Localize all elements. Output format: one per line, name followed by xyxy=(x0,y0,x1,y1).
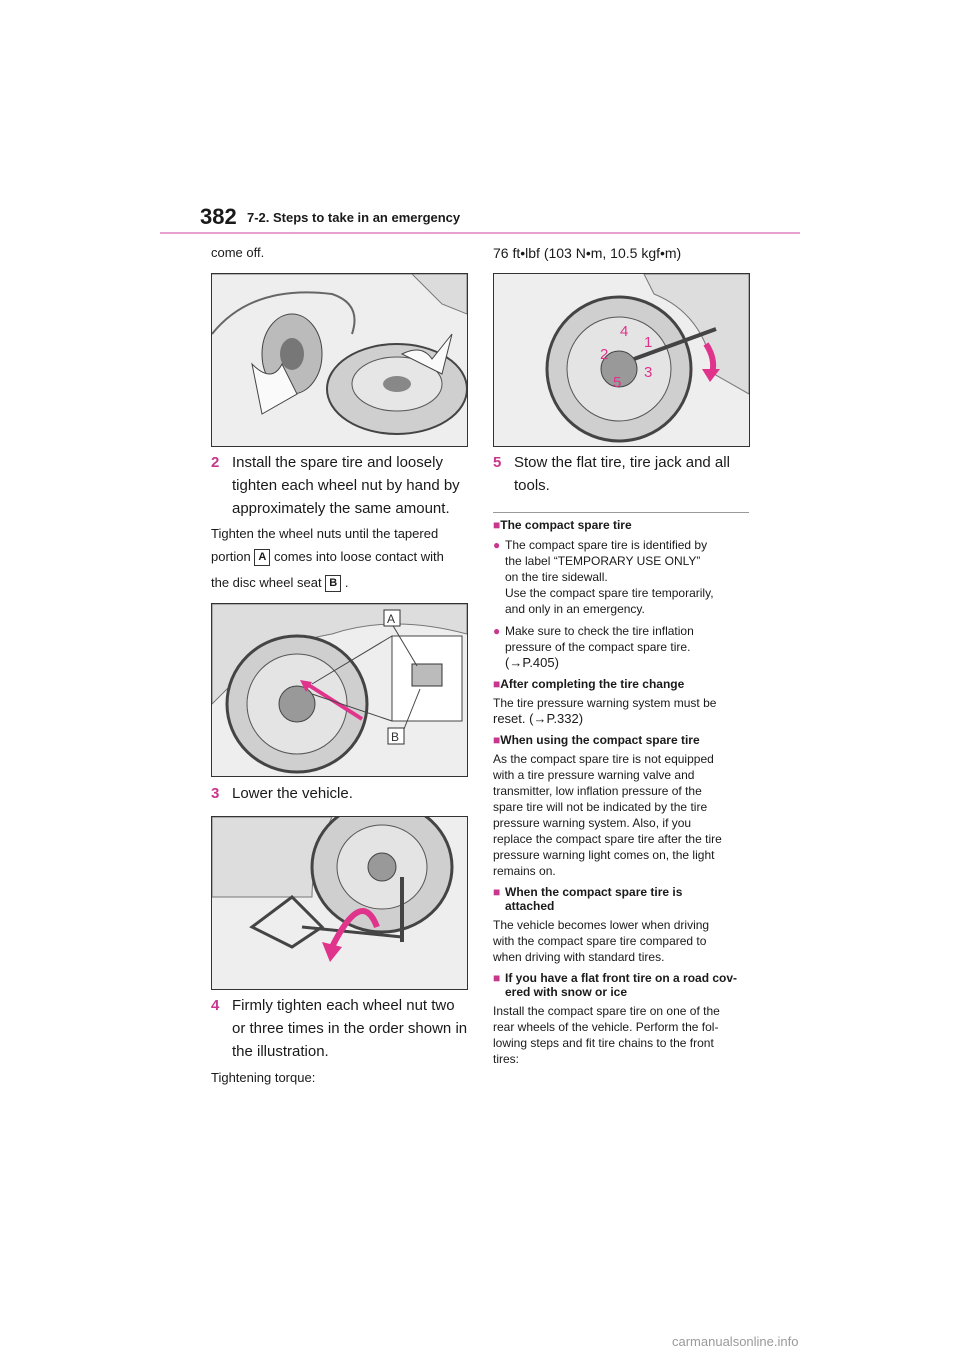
info-bullet: ● Make sure to check the tire inflation pressure of the compact spare tire. (→P.405) xyxy=(493,624,694,670)
order-num-3: 3 xyxy=(644,364,653,381)
label-a-box: A xyxy=(254,549,270,566)
step-2-note-line1: Tighten the wheel nuts until the tapered xyxy=(211,526,439,541)
step-line: Firmly tighten each wheel nut two xyxy=(232,997,455,1014)
info-body: The tire pressure warning system must be reset. (→P.332) xyxy=(493,696,717,726)
watermark: carmanualsonline.info xyxy=(672,1334,799,1349)
note-text: the disc wheel seat xyxy=(211,575,322,590)
step-5 xyxy=(493,451,753,499)
figure-tighten-order xyxy=(493,273,750,447)
step-3 xyxy=(211,782,471,806)
figure-remove-wheel xyxy=(211,273,468,447)
step-line: or three times in the order shown in xyxy=(232,1020,468,1037)
fig-label-a: A xyxy=(387,612,396,626)
info-heading: ■The compact spare tire xyxy=(493,518,632,532)
info-heading: ■ If you have a flat front tire on a road cov- ered with snow or ice xyxy=(493,971,738,999)
order-num-5: 5 xyxy=(613,374,622,391)
note-text: portion xyxy=(211,549,251,564)
fig-label-b: B xyxy=(391,730,400,744)
info-heading: ■ When the compact spare tire is attached xyxy=(493,885,683,913)
info-bullet: ● The compact spare tire is identified by the label “TEMPORARY USE ONLY” on the tire sidewall. Use the compact spare tire temporarily, and only in an emergency. xyxy=(493,538,714,616)
figure-lower-vehicle xyxy=(211,816,468,990)
step-line: Install the spare tire and loosely xyxy=(232,454,443,471)
step-text xyxy=(232,994,467,1063)
step-line: Stow the flat tire, tire jack and all xyxy=(514,454,730,471)
info-body: The vehicle becomes lower when driving with the compact spare tire compared to when driving with standard tires. xyxy=(493,918,710,964)
page-number: 382 xyxy=(200,204,237,229)
torque-label: Tightening torque: xyxy=(211,1070,316,1085)
step-number: 5 xyxy=(493,454,502,471)
step-number: 2 xyxy=(211,454,220,471)
step-2 xyxy=(211,451,471,521)
section-title: 7-2. Steps to take in an emergency xyxy=(247,210,461,225)
figure-install-nut xyxy=(211,603,468,777)
order-num-2: 2 xyxy=(600,346,609,363)
step-text: Lower the vehicle. xyxy=(232,785,353,802)
step-4 xyxy=(211,994,471,1064)
info-body: As the compact spare tire is not equipped with a tire pressure warning valve and transmitter, low inflation pressure of the spare tire will not be indicated by the tire pressure warning system. Also, if you replace the compact spare tire after the tire pressure warning light comes on, the light remains on. xyxy=(493,752,722,878)
step-text xyxy=(514,451,730,497)
carry-text: come off. xyxy=(211,245,265,260)
info-body: Install the compact spare tire on one of the rear wheels of the vehicle. Perform the fol- lowing steps and fit tire chains to the front tires: xyxy=(493,1004,720,1066)
step-line: tools. xyxy=(514,477,550,494)
note-text: . xyxy=(344,575,349,590)
order-num-4: 4 xyxy=(620,323,629,340)
header-rule xyxy=(160,232,800,234)
step-line: the illustration. xyxy=(232,1043,329,1060)
step-2-note-line3 xyxy=(211,574,348,592)
step-number: 3 xyxy=(211,785,220,802)
step-number: 4 xyxy=(211,997,220,1014)
info-heading: ■When using the compact spare tire xyxy=(493,733,700,747)
step-line: tighten each wheel nut by hand by xyxy=(232,477,460,494)
order-num-1: 1 xyxy=(644,334,653,351)
step-2-note-line2 xyxy=(211,548,444,566)
step-line: approximately the same amount. xyxy=(232,500,450,517)
info-heading: ■After completing the tire change xyxy=(493,677,685,691)
step-text xyxy=(232,451,460,520)
column-separator xyxy=(493,512,749,513)
note-text: comes into loose contact with xyxy=(274,549,444,564)
info-sections xyxy=(493,518,755,1067)
torque-value: 76 ft•lbf (103 N•m, 10.5 kgf•m) xyxy=(493,245,682,261)
label-b-box: B xyxy=(325,575,341,592)
